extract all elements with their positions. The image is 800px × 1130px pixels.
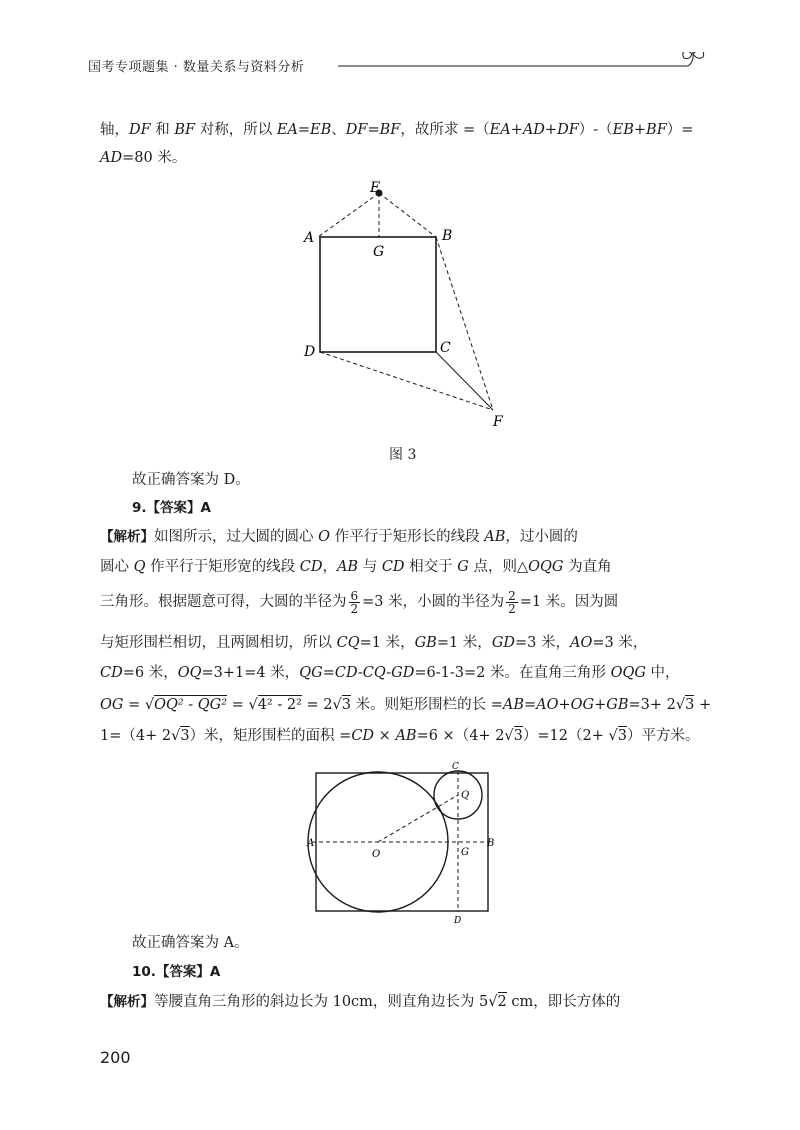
dashed-df <box>320 352 493 410</box>
label-a: A <box>304 230 315 246</box>
label-e: E <box>370 180 381 196</box>
header-title: 国考专项题集 · 数量关系与资料分析 <box>88 60 305 75</box>
label-d: D <box>304 344 316 360</box>
figure-3-caption: 图 3 <box>389 447 417 463</box>
answer-9-line: 故正确答案为 A。 <box>132 935 249 951</box>
dashed-ea <box>318 193 379 237</box>
line-cf <box>436 352 493 410</box>
label-d2: D <box>454 916 462 926</box>
label-o: O <box>372 849 381 860</box>
dashed-oq <box>378 795 458 842</box>
q10-line-1: 【解析】等腰直角三角形的斜边长为 10cm，则直角边长为 5√2 cm，即长方体的 <box>100 994 621 1010</box>
label-c2: C <box>452 762 459 772</box>
label-f: F <box>493 414 503 430</box>
label-g2: G <box>461 847 469 858</box>
para-line-1: 轴，DF 和 BF 对称，所以 EA=EB、DF=BF，故所求 =（EA+AD+DF）-（EB+BF）= <box>100 122 694 138</box>
q9-line-3: 三角形。根据题意可得，大圆的半径为 $\frac{6}{2}$ =3 米，小圆的半径为 $\frac{2}{2}$ =1 米。因为圆 <box>100 588 619 616</box>
label-c: C <box>440 340 451 356</box>
question-9-answer: 9.【答案】A <box>132 500 211 516</box>
answer-8-line: 故正确答案为 D。 <box>132 472 250 488</box>
q9-line-4: 与矩形围栏相切，且两圆相切，所以 CQ=1 米，GB=1 米，GD=3 米，AO=3 米， <box>100 635 648 651</box>
page-number: 200 <box>100 1048 131 1067</box>
fraction-6-2: $\frac{6}{2}$ <box>350 588 359 616</box>
figure-circles-diagram <box>300 760 510 928</box>
label-q: Q <box>461 790 470 801</box>
running-header <box>88 52 712 82</box>
figure-3-diagram <box>290 176 520 434</box>
q9-line-7: 1=（4+ 2√3）米，矩形围栏的面积 =CD × AB=6 ×（4+ 2√3）=12（2+ √3）平方米。 <box>100 728 700 744</box>
q9-line-5: CD=6 米，OQ=3+1=4 米，QG=CD-CQ-GD=6-1-3=2 米。在直角三角形 OQG 中， <box>100 665 680 681</box>
dashed-bf <box>436 237 493 410</box>
q9-line-6: OG = √OQ² - QG² = √4² - 2² = 2√3 米。则矩形围栏的长 =AB=AO+OG+GB=3+ 2√3 + <box>100 697 712 713</box>
label-a2: A <box>307 838 315 849</box>
label-b: B <box>442 228 453 244</box>
para-line-2: AD=80 米。 <box>100 150 187 166</box>
q9-line-2: 圆心 Q 作平行于矩形宽的线段 CD，AB 与 CD 相交于 G 点，则△OQG 为直角 <box>100 559 612 575</box>
dashed-eb <box>379 193 436 237</box>
label-b2: B <box>487 838 495 849</box>
fraction-2-2: $\frac{2}{2}$ <box>508 588 516 616</box>
label-g: G <box>373 244 385 260</box>
q9-line-1: 【解析】如图所示，过大圆的圆心 O 作平行于矩形长的线段 AB，过小圆的 <box>100 529 578 545</box>
question-10-answer: 10.【答案】A <box>132 964 221 980</box>
header-rule-leaf-icon <box>88 52 712 82</box>
